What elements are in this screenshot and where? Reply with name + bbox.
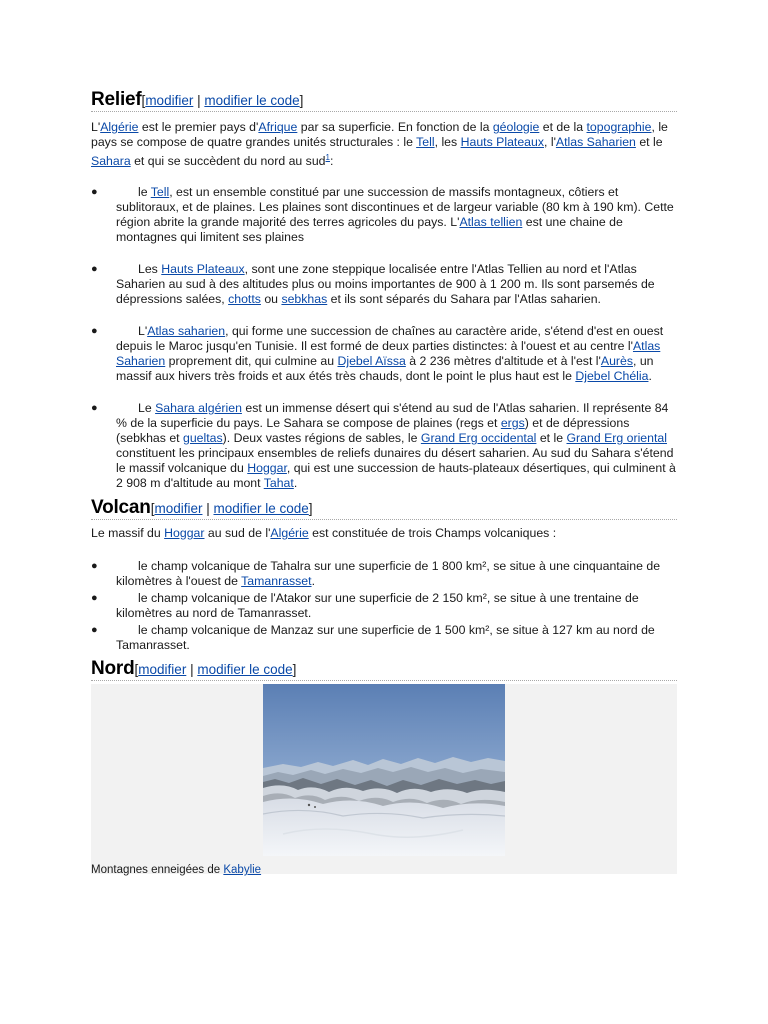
bracket-close: ]: [299, 93, 304, 108]
snowy-mountains-photo[interactable]: [263, 684, 505, 856]
text: ) et de dépressions (sebkhas et: [116, 416, 630, 446]
text: Le massif du: [91, 526, 165, 541]
relief-intro-paragraph: [91, 120, 677, 169]
text: proprement dit, qui culmine au: [165, 354, 338, 369]
section-title-nord: Nord: [91, 658, 135, 680]
text: :: [329, 154, 334, 169]
link-hoggar-2[interactable]: Hoggar: [164, 526, 205, 541]
text: et le: [536, 431, 567, 446]
link-ergs[interactable]: ergs: [500, 416, 525, 431]
text: .: [648, 369, 652, 384]
bullet-icon: ●: [91, 624, 98, 637]
link-tahat[interactable]: Tahat: [263, 476, 294, 491]
text: le champ volcanique de l'Atakor sur une superficie de 2 150 km², se situe à une trentaine de kilomètres au nord de Tamanrasset.: [116, 591, 639, 621]
link-tamanrasset[interactable]: Tamanrasset: [241, 574, 312, 589]
text: , qui est une succession de hauts-plateaux désertiques, qui culminent à 2 908 m d'altitude au mont: [116, 461, 676, 491]
text: , un massif aux hivers très froids et aux étés très chauds, dont le point le plus haut est le: [116, 354, 654, 384]
text: au sud de l': [204, 526, 271, 541]
footnote-link[interactable]: 1: [325, 153, 330, 162]
list-item: [91, 401, 677, 491]
link-grand-erg-oriental[interactable]: Grand Erg oriental: [566, 431, 667, 446]
list-item: [91, 262, 677, 307]
link-tell-2[interactable]: Tell: [150, 185, 170, 200]
text: le champ volcanique de Manzaz sur une superficie de 1 500 km², se situe à 127 km au nord de Tamanrasset.: [116, 623, 655, 653]
section-heading-nord: [91, 653, 677, 681]
link-afrique[interactable]: Afrique: [258, 120, 298, 134]
bracket-close: ]: [308, 501, 313, 517]
text: .: [311, 574, 315, 589]
link-chotts[interactable]: chotts: [228, 292, 261, 307]
link-djebel-chelia[interactable]: Djebel Chélia: [575, 369, 649, 384]
article-content: [91, 84, 677, 877]
bullet-icon: ●: [91, 325, 98, 338]
link-grand-erg-occidental[interactable]: Grand Erg occidental: [420, 431, 537, 446]
edit-links-volcan: [151, 500, 313, 519]
section-heading-relief: [91, 84, 677, 112]
text: ). Deux vastes régions de sables, le: [222, 431, 421, 446]
link-gueltas[interactable]: gueltas: [183, 431, 223, 446]
list-item: [91, 559, 677, 589]
text: .: [293, 476, 298, 491]
text: Les: [138, 262, 162, 277]
figure-caption: [91, 863, 261, 877]
text: le champ volcanique de Tahalra sur une superficie de 1 800 km², se situe à une cinquantaine de kilomètres à l'ouest de: [116, 559, 661, 589]
link-hoggar[interactable]: Hoggar: [247, 461, 287, 476]
text: et ils sont séparés du Sahara par l'Atlas saharien.: [327, 292, 601, 307]
link-sebkhas[interactable]: sebkhas: [281, 292, 328, 307]
relief-list: [91, 185, 677, 491]
list-item: [91, 591, 677, 621]
section-heading-volcan: [91, 492, 677, 520]
text: est un immense désert qui s'étend au sud de l'Atlas saharien. Il représente 84 % de la superficie du pays. Le Sahara se compose de plaines (regs et: [116, 401, 669, 431]
text: à 2 236 mètres d'altitude et à l'est l': [405, 354, 601, 369]
link-djebel-aissa[interactable]: Djebel Aïssa: [337, 354, 406, 369]
text: L': [138, 324, 148, 339]
edit-code-link-relief[interactable]: modifier le code: [204, 93, 300, 108]
bracket-open: [: [150, 501, 155, 517]
bullet-icon: ●: [91, 186, 98, 199]
edit-link-volcan[interactable]: modifier: [154, 501, 203, 517]
link-sahara[interactable]: Sahara: [91, 154, 131, 169]
list-item: [91, 623, 677, 653]
list-item: [91, 324, 677, 384]
text: , le pays se compose de quatre grandes unités structurales : le: [91, 120, 668, 149]
text: ou: [260, 292, 282, 307]
text: par sa superficie. En fonction de la: [297, 120, 493, 134]
edit-separator: |: [186, 662, 198, 678]
link-geologie[interactable]: géologie: [492, 120, 540, 134]
link-topographie[interactable]: topographie: [586, 120, 652, 134]
bullet-icon: ●: [91, 263, 98, 276]
link-algerie[interactable]: Algérie: [100, 120, 139, 134]
link-atlas-saharien[interactable]: Atlas Saharien: [555, 135, 636, 149]
text: , qui forme une succession de chaînes au caractère aride, s'étend d'est en ouest depuis le Maroc jusqu'en Tunisie. Il est formé de deux parties distinctes: à l'ouest et au centre l': [116, 324, 664, 354]
bullet-icon: ●: [91, 592, 98, 605]
edit-separator: |: [193, 93, 205, 108]
edit-link-nord[interactable]: modifier: [138, 662, 187, 678]
figure-thumbnail: [91, 684, 677, 877]
link-tell[interactable]: Tell: [416, 135, 435, 149]
text: le: [138, 185, 151, 200]
text: Montagnes enneigées de: [91, 864, 224, 877]
text: constituent les principaux ensembles de reliefs dunaires du désert saharien. Au sud du Sahara s'étend le massif volcanique du: [116, 446, 674, 476]
text: L': [91, 120, 101, 134]
bracket-open: [: [141, 93, 146, 108]
link-kabylie[interactable]: Kabylie: [223, 864, 262, 877]
text: et qui se succèdent du nord au sud: [130, 154, 326, 169]
text: , les: [434, 135, 461, 149]
bracket-close: ]: [292, 662, 297, 678]
text: et de la: [539, 120, 587, 134]
edit-link-relief[interactable]: modifier: [145, 93, 194, 108]
edit-links-nord: [135, 661, 297, 680]
link-sahara-algerien[interactable]: Sahara algérien: [155, 401, 242, 416]
text: , sont une zone steppique localisée entre l'Atlas Tellien au nord et l'Atlas Saharien au sud à des altitudes plus ou moins importantes de 900 à 1 200 m. Ils sont parsemés de dépressions salées,: [116, 262, 655, 307]
text: est constituée de trois Champs volcaniques :: [308, 526, 557, 541]
edit-code-link-nord[interactable]: modifier le code: [197, 662, 293, 678]
edit-code-link-volcan[interactable]: modifier le code: [213, 501, 309, 517]
link-aures[interactable]: Aurès: [600, 354, 633, 369]
text: est une chaine de montagnes qui limitent ses plaines: [116, 215, 623, 245]
section-title-relief: Relief: [91, 89, 142, 110]
link-hauts-plateaux[interactable]: Hauts Plateaux: [460, 135, 544, 149]
bullet-icon: ●: [91, 560, 98, 573]
edit-links-relief: [142, 92, 304, 111]
link-atlas-saharien-2[interactable]: Atlas saharien: [147, 324, 226, 339]
text: et le: [635, 135, 663, 149]
link-algerie-2[interactable]: Algérie: [270, 526, 309, 541]
bracket-open: [: [134, 662, 139, 678]
edit-separator: |: [202, 501, 214, 517]
list-item: [91, 185, 677, 245]
text: est le premier pays d': [138, 120, 259, 134]
link-hauts-plateaux-2[interactable]: Hauts Plateaux: [161, 262, 245, 277]
volcan-list: [91, 559, 677, 653]
bullet-icon: ●: [91, 402, 98, 415]
link-atlas-saharien-3[interactable]: Atlas Saharien: [116, 339, 661, 369]
link-atlas-tellien[interactable]: Atlas tellien: [459, 215, 523, 230]
text: , l': [544, 135, 556, 149]
section-title-volcan: Volcan: [91, 497, 151, 519]
text: , est un ensemble constitué par une succession de massifs montagneux, côtiers et sublitoraux, et de plaines. Les plaines sont discontinues et de largeur variable (80 km à 190 km). Cette région abrite la grande majorité des terres agricoles du pays. L': [116, 185, 674, 230]
text: Le: [138, 401, 156, 416]
volcan-intro-paragraph: [91, 526, 677, 541]
